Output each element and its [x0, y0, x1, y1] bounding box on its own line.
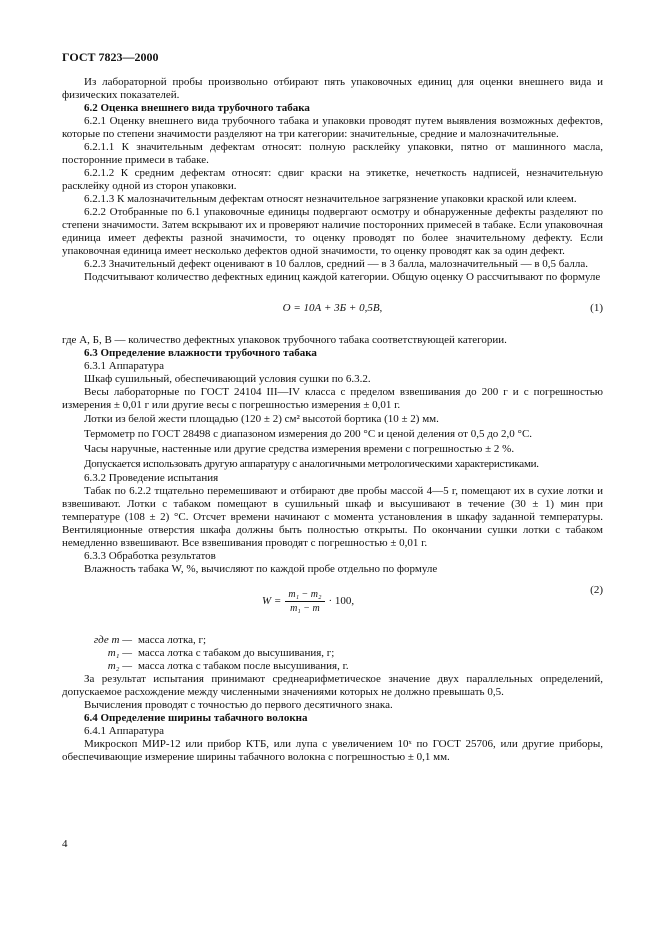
paragraph: Влажность табака W, %, вычисляют по каждой пробе отдельно по формуле — [84, 563, 438, 575]
fraction-numerator: m₁ − m₂ — [285, 588, 324, 602]
subsection-heading: 6.3.3 Обработка результатов — [84, 550, 216, 562]
paragraph: 6.2.3 Значительный дефект оценивают в 10 баллов, средний — в 3 балла, малозначительный — в 0,5 балла. — [84, 258, 588, 270]
paragraph: 6.2.1.3 К малозначительным дефектам относят незначительное загрязнение упаковки краской или клеем. — [84, 193, 577, 205]
definition-symbol: m₂ — — [107, 660, 132, 672]
section-heading: 6.3 Определение влажности трубочного табака — [84, 347, 317, 359]
paragraph: Микроскоп МИР-12 или прибор КТБ, или лупа с увеличением 10ˣ по ГОСТ 25706, или другие приборы, обеспечивающие измерение ширины табачного волокна с погрешностью ± 0,1 мм. — [62, 738, 603, 763]
paragraph: 6.2.1 Оценку внешнего вида трубочного табака и упаковки проводят путем выявления возможных дефектов, которые по степени значимости разделяют на три категории: значительные, средние и малозначительные. — [62, 115, 603, 140]
variable-definitions — [84, 634, 603, 673]
paragraph: где А, Б, В — количество дефектных упаковок трубочного табака соответствующей категории. — [62, 334, 507, 346]
subsection-heading: 6.3.1 Аппаратура — [84, 360, 164, 372]
paragraph: Из лабораторной пробы произвольно отбирают пять упаковочных единиц для оценки внешнего вида и физических показателей. — [62, 76, 603, 101]
paragraph: Допускается использовать другую аппаратуру с аналогичными метрологическими характеристиками. — [84, 458, 539, 470]
formula-number: (2) — [590, 584, 603, 596]
paragraph: Вычисления проводят с точностью до первого десятичного знака. — [84, 699, 393, 711]
paragraph: 6.2.1.2 К средним дефектам относят: сдвиг краски на этикетке, нечеткость надписей, незначительную расклейку одной из сторон упаковки. — [62, 167, 603, 192]
section-heading: 6.4 Определение ширины табачного волокна — [84, 712, 308, 724]
definition-row — [84, 660, 603, 673]
definition-row — [84, 647, 603, 660]
paragraph: 6.2.2 Отобранные по 6.1 упаковочные единицы подвергают осмотру и обнаруженные дефекты разделяют по степени значимости. Затем вскрывают их и проверяют наличие посторонних примесей в табаке. Если упаковочная единица имеет дефекты разной значимости, то оценку проводят по более значительному дефекту. Если упаковочная единица имеет несколько дефектов одной значимости, то оценку проводят как за один дефект. — [62, 206, 603, 257]
moisture-formula — [262, 588, 354, 615]
definition-text: масса лотка, г; — [138, 634, 207, 646]
paragraph: За результат испытания принимают среднеарифметическое значение двух параллельных определений, допускаемое расхождение между численными значениями которых не должно превышать 0,5. — [62, 673, 603, 698]
fraction-denominator: m₁ − m — [290, 603, 320, 614]
document-header: ГОСТ 7823—2000 — [62, 50, 159, 64]
subsection-heading: 6.4.1 Аппаратура — [84, 725, 164, 737]
paragraph: Весы лабораторные по ГОСТ 24104 III—IV класса с пределом взвешивания до 200 г и с погрешностью измерения ± 0,01 г или другие весы с погрешностью измерения ± 0,01 г. — [62, 386, 603, 411]
paragraph: Лотки из белой жести площадью (120 ± 2) см² высотой бортика (10 ± 2) мм. — [84, 413, 439, 425]
formula-tail: · 100, — [328, 595, 355, 607]
formula-number: (1) — [590, 302, 603, 314]
paragraph: Термометр по ГОСТ 28498 с диапазоном измерения до 200 °С и ценой деления от 0,5 до 2,0 °С. — [84, 428, 533, 440]
paragraph: 6.2.1.1 К значительным дефектам относят: полную расклейку упаковки, пятно от машинного масла, посторонние примеси в табаке. — [62, 141, 603, 166]
page-body — [62, 76, 603, 764]
definition-row — [84, 634, 603, 647]
definition-symbol: m₁ — — [107, 647, 132, 659]
paragraph: Часы наручные, настенные или другие средства измерения времени с погрешностью ± 2 %. — [84, 443, 515, 455]
definition-symbol: где m — — [93, 634, 132, 646]
formula-2 — [62, 580, 603, 626]
formula-lhs: W = — [262, 595, 282, 607]
paragraph: Подсчитывают количество дефектных единиц каждой категории. Общую оценку О рассчитывают по формуле — [84, 271, 601, 283]
page-number: 4 — [62, 838, 68, 850]
paragraph: Табак по 6.2.2 тщательно перемешивают и отбирают две пробы массой 4—5 г, помещают их в сухие лотки и взвешивают. Лотки с табаком помещают в сушильный шкаф и высушивают в течение (30 ± 1) мин при температуре (108 ± 2) °С. Отсчет времени начинают с момента установления в шкафу заданной температуры. Вентиляционные отверстия шкафа должны быть полностью открыты. По окончании сушки лотки с табаком немедленно взвешивают. Все взвешивания проводят с погрешностью ± 0,01 г. — [62, 485, 603, 549]
formula-expression: О = 10А + 3Б + 0,5В, — [282, 302, 383, 314]
definition-text: масса лотка с табаком после высушивания, г. — [138, 660, 349, 672]
paragraph: Шкаф сушильный, обеспечивающий условия сушки по 6.3.2. — [84, 373, 371, 385]
formula-1 — [62, 290, 603, 330]
section-heading: 6.2 Оценка внешнего вида трубочного табака — [84, 102, 310, 114]
fraction — [285, 588, 324, 615]
subsection-heading: 6.3.2 Проведение испытания — [84, 472, 219, 484]
definition-text: масса лотка с табаком до высушивания, г; — [138, 647, 335, 659]
